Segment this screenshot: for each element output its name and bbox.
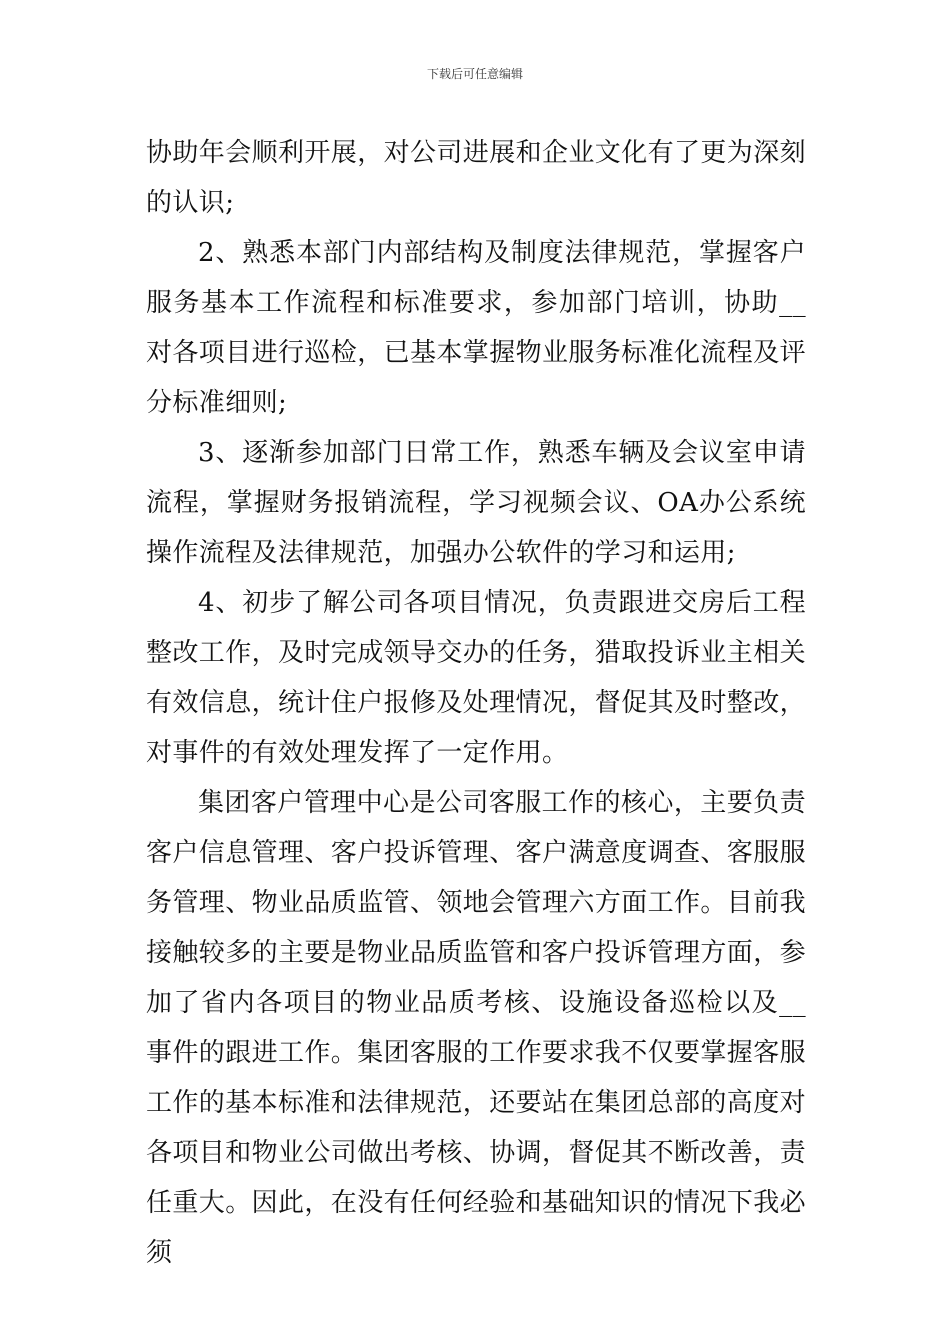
paragraph-item-4: 4、初步了解公司各项目情况，负责跟进交房后工程整改工作，及时完成领导交办的任务，猎取投诉业主相关有效信息，统计住户报修及处理情况，督促其及时整改，对事件的有效处理发挥了一定作用。 bbox=[146, 588, 807, 768]
paragraph-item-2: 2、熟悉本部门内部结构及制度法律规范，掌握客户服务基本工作流程和标准要求，参加部门培训，协助__对各项目进行巡检，已基本掌握物业服务标准化流程及评分标准细则; bbox=[146, 238, 807, 418]
document-body bbox=[146, 128, 806, 1278]
paragraph-group-customer-center: 集团客户管理中心是公司客服工作的核心，主要负责客户信息管理、客户投诉管理、客户满意度调查、客服服务管理、物业品质监管、领地会管理六方面工作。目前我接触较多的主要是物业品质监管和客户投诉管理方面，参加了省内各项目的物业品质考核、设施设备巡检以及__事件的跟进工作。集团客服的工作要求我不仅要掌握客服工作的基本标准和法律规范，还要站在集团总部的高度对各项目和物业公司做出考核、协调，督促其不断改善，责任重大。因此，在没有任何经验和基础知识的情况下我必须 bbox=[146, 788, 807, 1268]
page-header: 下载后可任意编辑 bbox=[426, 67, 523, 81]
paragraph-item-3: 3、逐渐参加部门日常工作，熟悉车辆及会议室申请流程，掌握财务报销流程，学习视频会议、OA办公系统操作流程及法律规范，加强办公软件的学习和运用; bbox=[146, 438, 806, 568]
paragraph-continuation: 协助年会顺利开展，对公司进展和企业文化有了更为深刻的认识; bbox=[146, 138, 807, 218]
